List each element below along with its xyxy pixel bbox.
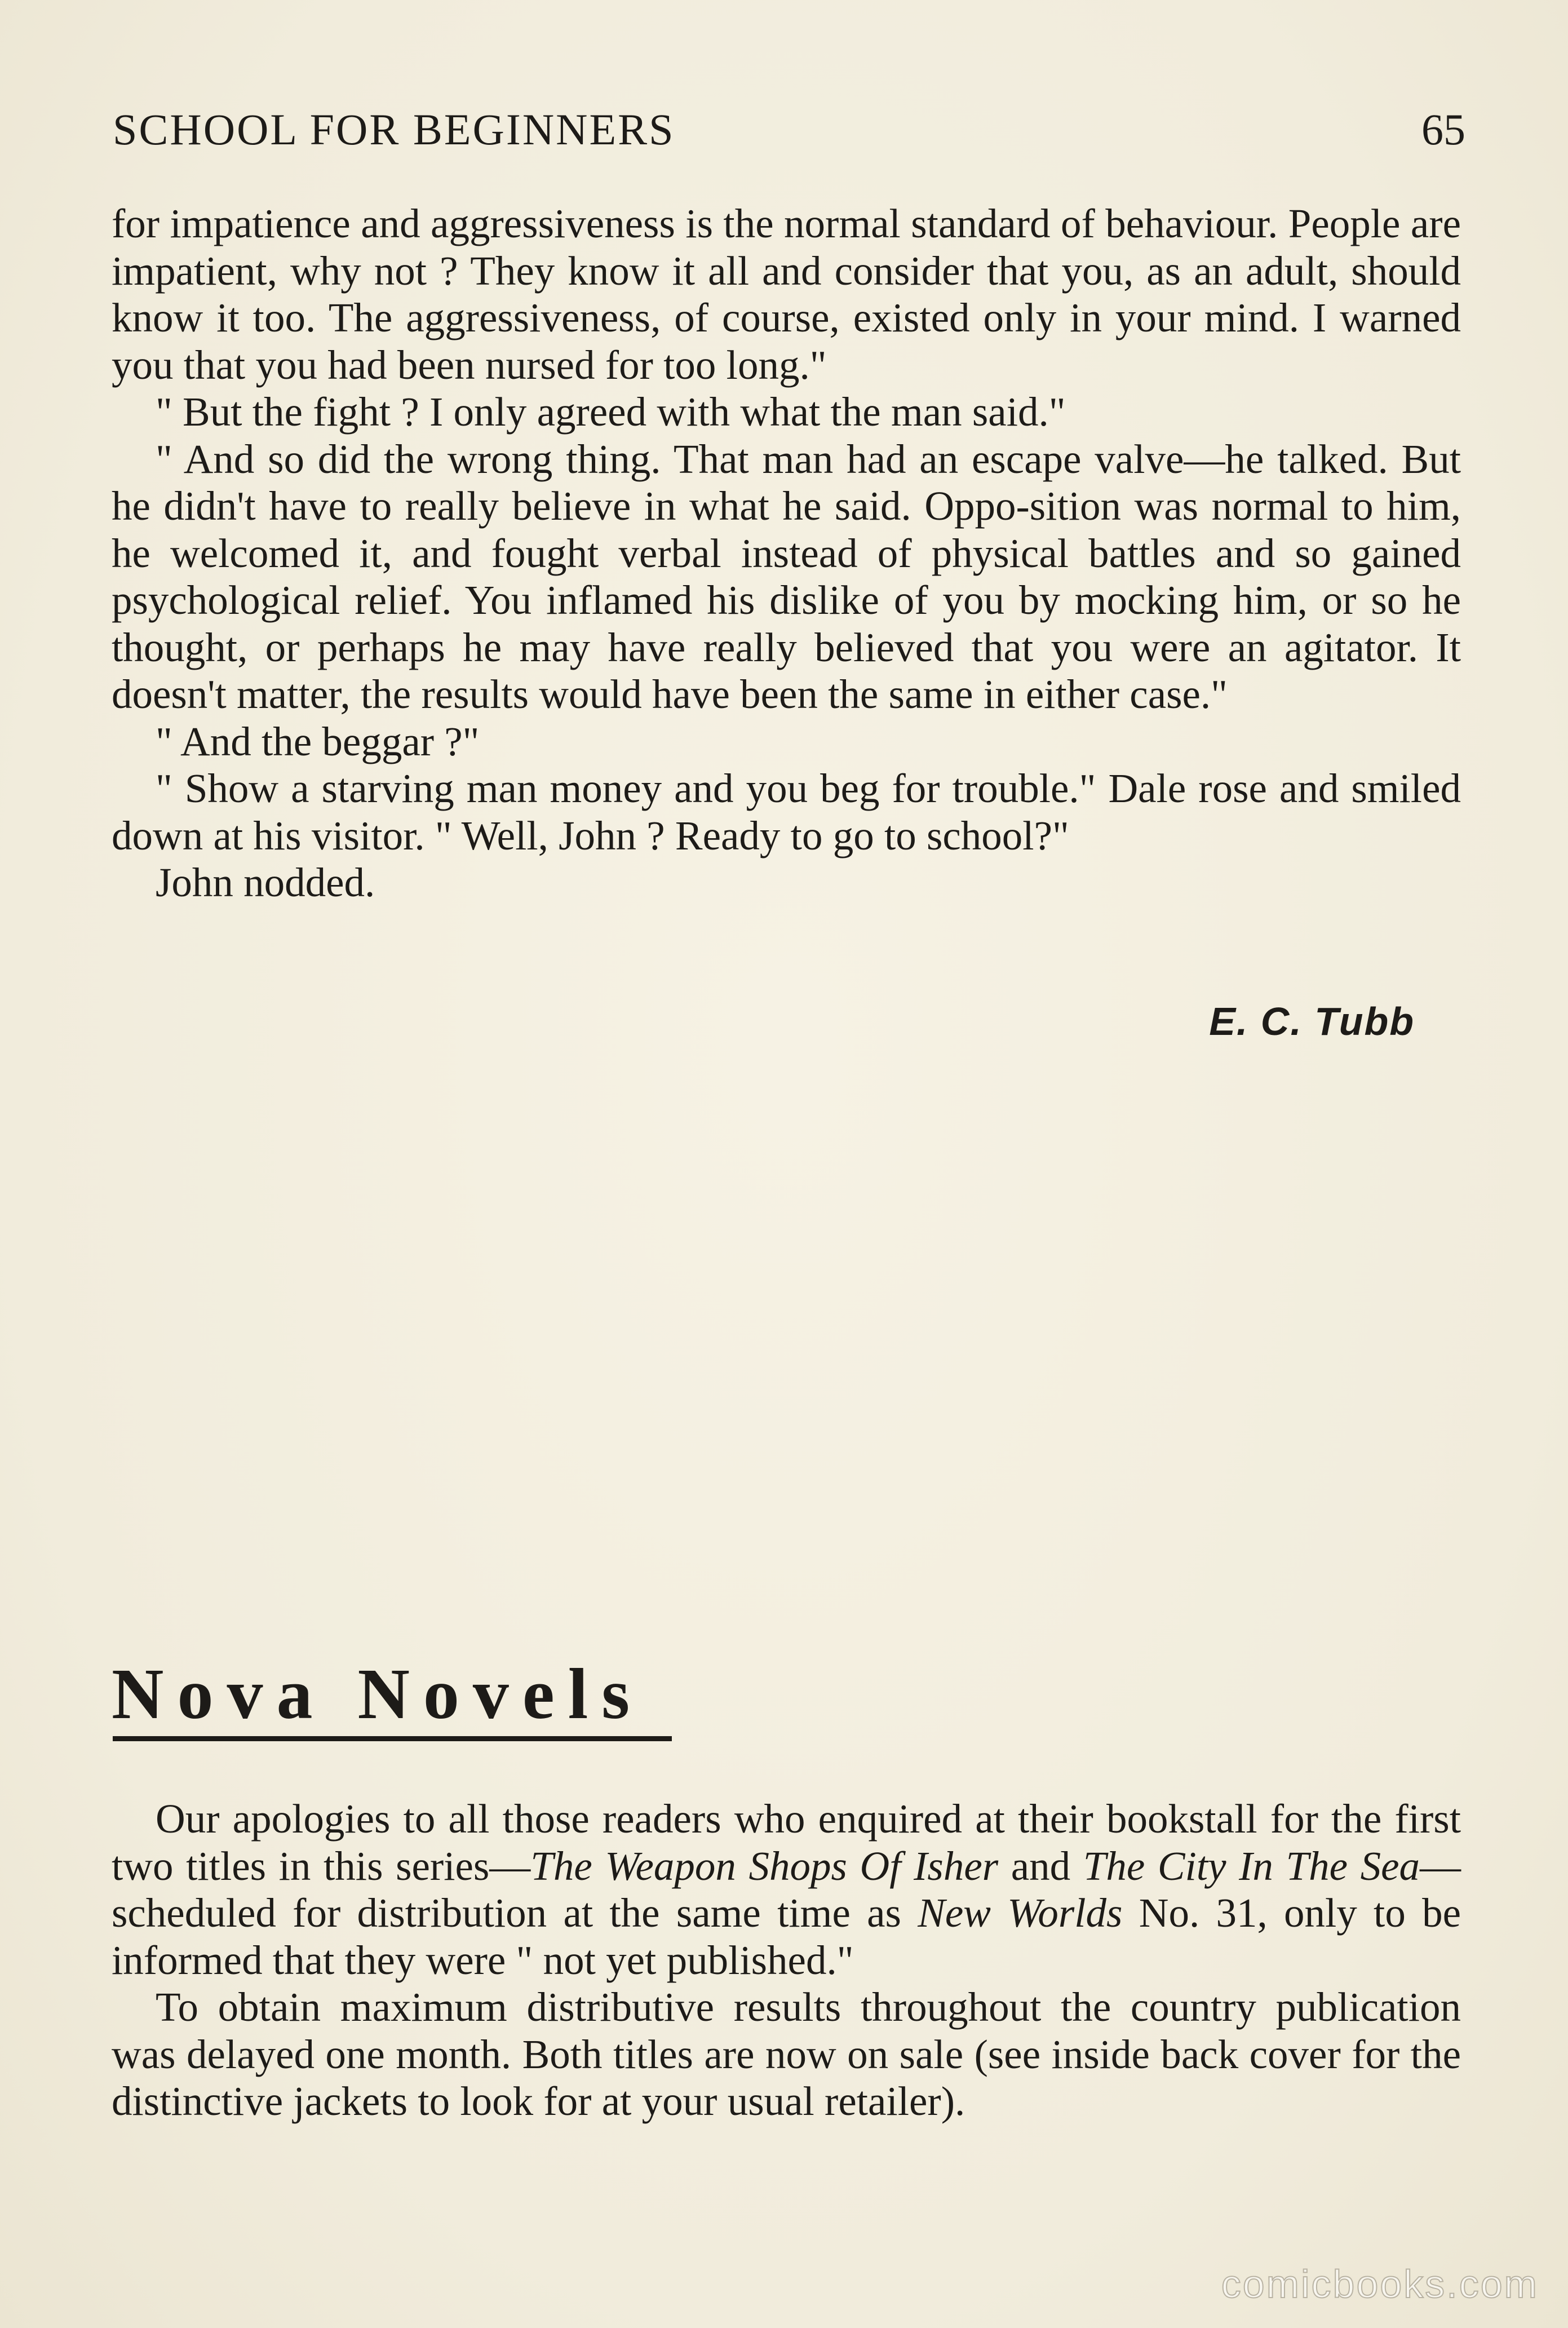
running-title: SCHOOL FOR BEGINNERS xyxy=(113,105,675,154)
book-title: The Weapon Shops Of Isher xyxy=(530,1843,999,1889)
notice-text-run: Our apologies to all those readers who enquired at their bookstall for the first two titles in this series— xyxy=(112,1796,1461,1889)
author-byline: E. C. Tubb xyxy=(1209,999,1415,1043)
running-head xyxy=(113,101,1465,158)
watermark: comicbooks.com xyxy=(1221,2262,1539,2306)
heading-underline xyxy=(113,1736,672,1741)
notice-text xyxy=(112,1795,1461,2125)
story-paragraph: " But the fight ? I only agreed with what the man said." xyxy=(156,389,1066,435)
book-title: The City In The Sea xyxy=(1083,1843,1420,1889)
story-text xyxy=(112,200,1461,906)
story-paragraph: " And the beggar ?" xyxy=(156,718,480,764)
story-paragraph: John nodded. xyxy=(156,860,375,905)
story-paragraph: for impatience and aggressiveness is the normal standard of behaviour. People are impatient, why not ? They know it all and consider that you, as an adult, should know it too. The aggressiveness, of course, existed only in your mind. I warned you that you had been nursed for too long." xyxy=(112,201,1461,388)
story-paragraph: " Show a starving man money and you beg for trouble." Dale rose and smiled down at his visitor. " Well, John ? Ready to go to school?" xyxy=(112,765,1461,858)
notice-text-run: No. 31, only to be informed that they were " not yet published." xyxy=(112,1890,1461,1983)
notice-text-run: —scheduled for distribution at the same time as xyxy=(112,1843,1461,1936)
notice-text-run: and xyxy=(998,1843,1083,1889)
notice-paragraph xyxy=(112,1795,1461,1984)
notice-paragraph: To obtain maximum distributive results throughout the country publication was delayed one month. Both titles are now on sale (see inside back cover for the distinctive jackets to look for at your usual retailer). xyxy=(112,1984,1461,2124)
section-heading: Nova Novels xyxy=(112,1654,644,1734)
page-number: 65 xyxy=(1421,105,1465,154)
magazine-title: New Worlds xyxy=(918,1890,1123,1936)
story-paragraph: " And so did the wrong thing. That man had an escape valve—he talked. But he didn't have to really believe in what he said. Oppo-sition was normal to him, he welcomed it, and fought verbal instead of physical battles and so gained psychological relief. You inflamed his dislike of you by mocking him, or so he thought, or perhaps he may have really believed that you were an agitator. It doesn't matter, the results would have been the same in either case." xyxy=(112,436,1461,717)
